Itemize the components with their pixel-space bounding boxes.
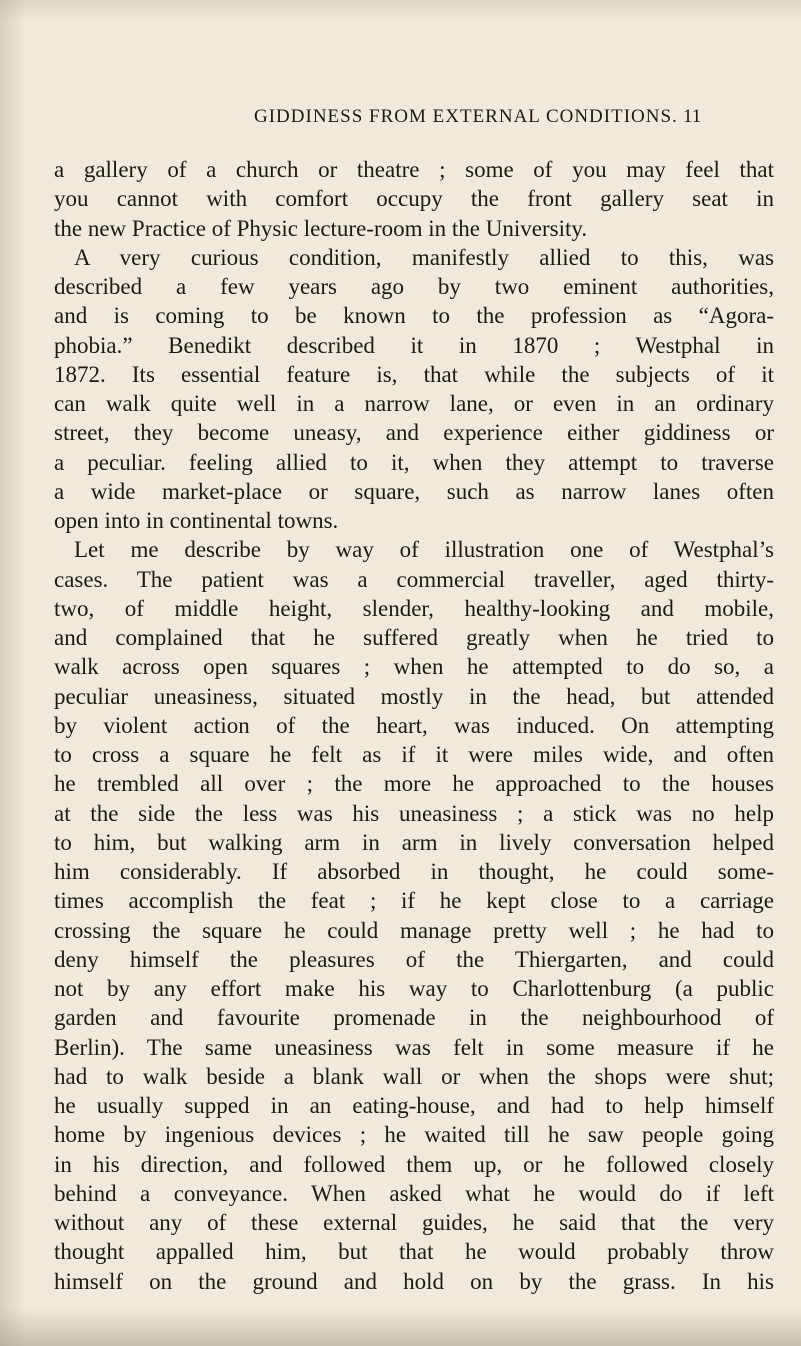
text-line: himself on the ground and hold on by the grass. In his: [54, 1268, 774, 1294]
text-line: a gallery of a church or theatre ; some of you may feel that: [54, 157, 774, 182]
page-bottom-shadow: [0, 1308, 801, 1346]
text-line: crossing the square he could manage pretty well ; he had to: [54, 917, 774, 943]
text-line: can walk quite well in a narrow lane, or even in an ordinary: [54, 391, 774, 416]
text-line: to him, but walking arm in arm in lively conversation helped: [54, 829, 774, 855]
body-text: [54, 155, 774, 1296]
text-line: deny himself the pleasures of the Thiergarten, and could: [54, 946, 774, 972]
text-line: walk across open squares ; when he attempted to do so, a: [54, 654, 774, 680]
text-line: open into in continental towns.: [54, 508, 339, 533]
text-line: phobia.” Benedikt described it in 1870 ; Westphal in: [54, 332, 774, 358]
text-line: he trembled all over ; the more he approached to the houses: [54, 771, 774, 797]
text-line: at the side the less was his uneasiness ; a stick was no help: [54, 800, 774, 826]
text-line: you cannot with comfort occupy the front gallery seat in: [54, 186, 774, 212]
text-line: times accomplish the feat ; if he kept close to a carriage: [54, 888, 774, 914]
text-line: garden and favourite promenade in the neighbourhood of: [54, 1005, 774, 1031]
text-line: cases. The patient was a commercial traveller, aged thirty-: [54, 566, 774, 592]
paragraph-start-line: A very curious condition, manifestly allied to this, was: [74, 244, 774, 270]
text-line: described a few years ago by two eminent authorities,: [54, 274, 774, 299]
text-line: not by any effort make his way to Charlottenburg (a public: [54, 976, 774, 1001]
text-line: a peculiar. feeling allied to it, when they attempt to traverse: [54, 449, 774, 475]
text-line: him considerably. If absorbed in thought, he could some-: [54, 859, 774, 884]
text-line: 1872. Its essential feature is, that while the subjects of it: [54, 361, 774, 387]
text-line: to cross a square he felt as if it were miles wide, and often: [54, 742, 774, 767]
text-line: and complained that he suffered greatly when he tried to: [54, 625, 774, 650]
text-line: without any of these external guides, he said that the very: [54, 1210, 774, 1235]
text-line: had to walk beside a blank wall or when the shops were shut;: [54, 1063, 774, 1089]
text-line: the new Practice of Physic lecture-room in the University.: [54, 215, 588, 241]
text-line: home by ingenious devices ; he waited till he saw people going: [54, 1122, 774, 1148]
running-title: GIDDINESS FROM EXTERNAL CONDITIONS.: [254, 106, 678, 127]
text-line: a wide market-place or square, such as narrow lanes often: [54, 478, 774, 504]
page-header: [0, 106, 801, 136]
text-line: two, of middle height, slender, healthy-looking and mobile,: [54, 595, 774, 621]
text-line: by violent action of the heart, was induced. On attempting: [54, 712, 774, 738]
text-line: Berlin). The same uneasiness was felt in some measure if he: [54, 1034, 774, 1060]
text-line: thought appalled him, but that he would probably throw: [54, 1239, 774, 1265]
paragraph-start-line: Let me describe by way of illustration one of Westphal’s: [74, 537, 774, 563]
text-line: behind a conveyance. When asked what he would do if left: [54, 1180, 774, 1206]
text-line: he usually supped in an eating-house, and had to help himself: [54, 1093, 774, 1118]
text-line: and is coming to be known to the profession as “Agora-: [54, 303, 774, 329]
text-line: peculiar uneasiness, situated mostly in the head, but attended: [54, 683, 774, 709]
text-line: street, they become uneasy, and experience either giddiness or: [54, 420, 774, 446]
page-number: 11: [683, 106, 702, 127]
text-line: in his direction, and followed them up, or he followed closely: [54, 1151, 774, 1177]
